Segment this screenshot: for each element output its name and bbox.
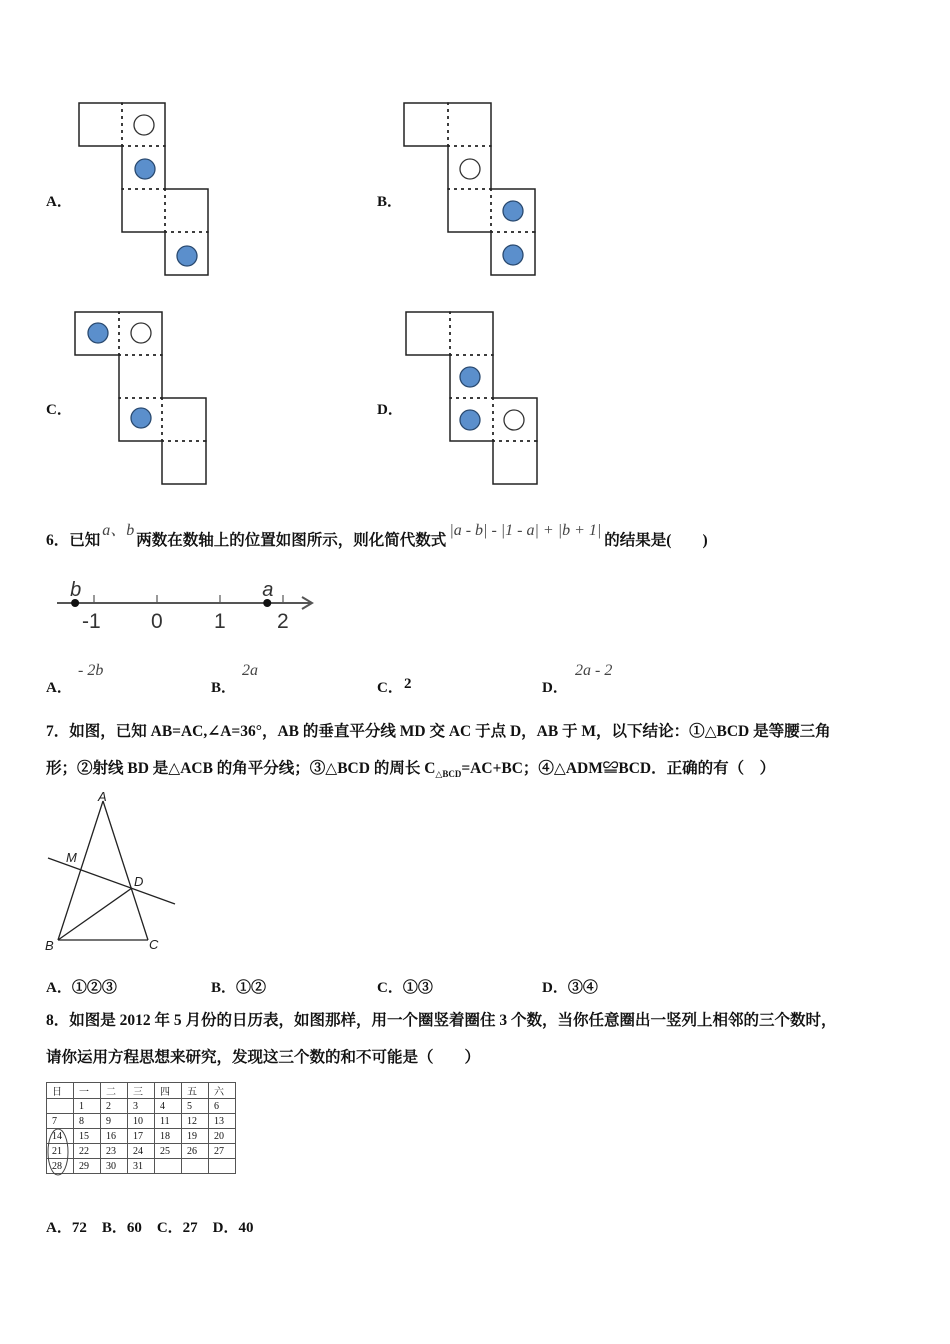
- q8-answers: A．72 B．60 C．27 D．40: [46, 1220, 254, 1236]
- calendar-cell: 26: [182, 1144, 209, 1159]
- calendar-header-cell: 二: [101, 1083, 128, 1099]
- calendar-cell: 7: [47, 1114, 74, 1129]
- tick-label: -1: [82, 610, 101, 633]
- q7-line2-subscript: △BCD: [435, 769, 462, 780]
- filled-circle-icon: [88, 323, 108, 343]
- q5-option-c-label: C．: [46, 402, 72, 418]
- filled-circle-icon: [460, 410, 480, 430]
- hollow-circle-icon: [504, 410, 524, 430]
- calendar-cell: 15: [74, 1129, 101, 1144]
- calendar-cell: 20: [209, 1129, 236, 1144]
- calendar-cell: 6: [209, 1099, 236, 1114]
- filled-circle-icon: [460, 367, 480, 387]
- point-b-label: b: [70, 579, 82, 601]
- calendar-cell: 27: [209, 1144, 236, 1159]
- q6-option-a-value: - 2b: [78, 662, 104, 679]
- q7-triangle-figure: [40, 786, 185, 956]
- calendar-cell: 31: [128, 1159, 155, 1174]
- calendar-header-cell: 六: [209, 1083, 236, 1099]
- label-b: B: [45, 938, 54, 953]
- calendar-cell: 10: [128, 1114, 155, 1129]
- q7-option-d: D．③④: [542, 980, 598, 996]
- calendar-cell: 24: [128, 1144, 155, 1159]
- calendar-cell: 17: [128, 1129, 155, 1144]
- calendar-cell: 9: [101, 1114, 128, 1129]
- q6-option-c-value: 2: [404, 676, 412, 692]
- q6-stem: [46, 522, 708, 559]
- calendar-cell: [209, 1159, 236, 1174]
- calendar-header-cell: 三: [128, 1083, 155, 1099]
- q8-line1: 8．如图是 2012 年 5 月份的日历表，如图那样，用一个圈竖着圈住 3 个数，当你任意圈出一竖列上相邻的三个数时，: [46, 1012, 837, 1029]
- label-a: A: [98, 789, 107, 804]
- calendar-cell: 8: [74, 1114, 101, 1129]
- calendar-header-cell: 一: [74, 1083, 101, 1099]
- calendar-cell: 30: [101, 1159, 128, 1174]
- q5-net-c: [74, 311, 208, 487]
- calendar-cell: 16: [101, 1129, 128, 1144]
- label-m: M: [66, 850, 77, 865]
- calendar-circle-mark: [46, 1128, 72, 1178]
- calendar-row: [47, 1114, 236, 1129]
- calendar-cell: 2: [101, 1099, 128, 1114]
- tick-label: 2: [277, 610, 289, 633]
- q6-option-b-value: 2a: [242, 662, 258, 679]
- filled-circle-icon: [503, 201, 523, 221]
- q6-number: 6．: [46, 532, 70, 549]
- q6-option-a-label: A．: [46, 680, 72, 696]
- q7-option-a: A．①②③: [46, 980, 117, 996]
- calendar-cell: 14: [47, 1129, 74, 1144]
- q7-line2-part-a: 形；②射线 BD 是△ACB 的角平分线；③△BCD 的周长 C: [46, 760, 436, 777]
- calendar-cell: 1: [74, 1099, 101, 1114]
- calendar-cell: [182, 1159, 209, 1174]
- q5-option-d-label: D．: [377, 402, 403, 418]
- calendar-row: [47, 1099, 236, 1114]
- calendar-cell: 29: [74, 1159, 101, 1174]
- calendar-cell: 19: [182, 1129, 209, 1144]
- calendar-cell: [47, 1099, 74, 1114]
- q5-net-d: [405, 311, 539, 487]
- tick-label: 0: [151, 610, 163, 633]
- q6-math-vars: a、b: [102, 522, 135, 539]
- q6-option-c-label: C．: [377, 680, 403, 696]
- q7-line2-part-b: =AC+BC；④△ADM≌BCD．正确的有（ ）: [461, 760, 776, 777]
- filled-circle-icon: [135, 159, 155, 179]
- point-a-label: a: [262, 579, 274, 601]
- hollow-circle-icon: [460, 159, 480, 179]
- filled-circle-icon: [503, 245, 523, 265]
- q6-text-mid: 两数在数轴上的位置如图所示，则化简代数式: [136, 532, 447, 549]
- q6-text-before: 已知: [69, 532, 101, 549]
- calendar-header-cell: 五: [182, 1083, 209, 1099]
- q5-net-b: [403, 102, 537, 278]
- q5-net-a: [78, 102, 210, 278]
- q8-line2: 请你运用方程思想来研究，发现这三个数的和不可能是（ ）: [46, 1049, 481, 1066]
- calendar-table: [46, 1082, 236, 1174]
- calendar-row: [47, 1159, 236, 1174]
- calendar-cell: [155, 1159, 182, 1174]
- calendar-cell: 11: [155, 1114, 182, 1129]
- calendar-cell: 12: [182, 1114, 209, 1129]
- calendar-header-cell: 四: [155, 1083, 182, 1099]
- q5-option-b-label: B．: [377, 194, 403, 210]
- calendar-cell: 21: [47, 1144, 74, 1159]
- q6-math-expr: |a - b| - |1 - a| + |b + 1|: [449, 522, 602, 539]
- q6-option-d-value: 2a - 2: [575, 662, 613, 679]
- q6-text-after: 的结果是( ): [604, 532, 708, 549]
- hollow-circle-icon: [134, 115, 154, 135]
- calendar-cell: 25: [155, 1144, 182, 1159]
- filled-circle-icon: [177, 246, 197, 266]
- calendar-cell: 22: [74, 1144, 101, 1159]
- label-c: C: [149, 937, 159, 952]
- q6-number-line: [52, 576, 322, 636]
- q6-option-d-label: D．: [542, 680, 568, 696]
- calendar-cell: 5: [182, 1099, 209, 1114]
- hollow-circle-icon: [131, 323, 151, 343]
- calendar-cell: 18: [155, 1129, 182, 1144]
- q7-line1: 7．如图，已知 AB=AC,∠A=36°，AB 的垂直平分线 MD 交 AC 于点 D，AB 于 M，以下结论：①△BCD 是等腰三角: [46, 723, 831, 740]
- filled-circle-icon: [131, 408, 151, 428]
- q6-option-b-label: B．: [211, 680, 237, 696]
- label-d: D: [134, 874, 144, 889]
- q8-calendar: [46, 1082, 236, 1174]
- calendar-row: [47, 1144, 236, 1159]
- calendar-cell: 28: [47, 1159, 74, 1174]
- calendar-cell: 23: [101, 1144, 128, 1159]
- q7-option-b: B．①②: [211, 980, 267, 996]
- calendar-header-cell: 日: [47, 1083, 74, 1099]
- q7-option-c: C．①③: [377, 980, 433, 996]
- q5-option-a-label: A．: [46, 194, 72, 210]
- calendar-cell: 4: [155, 1099, 182, 1114]
- calendar-cell: 3: [128, 1099, 155, 1114]
- calendar-cell: 13: [209, 1114, 236, 1129]
- tick-label: 1: [214, 610, 226, 633]
- calendar-row: [47, 1129, 236, 1144]
